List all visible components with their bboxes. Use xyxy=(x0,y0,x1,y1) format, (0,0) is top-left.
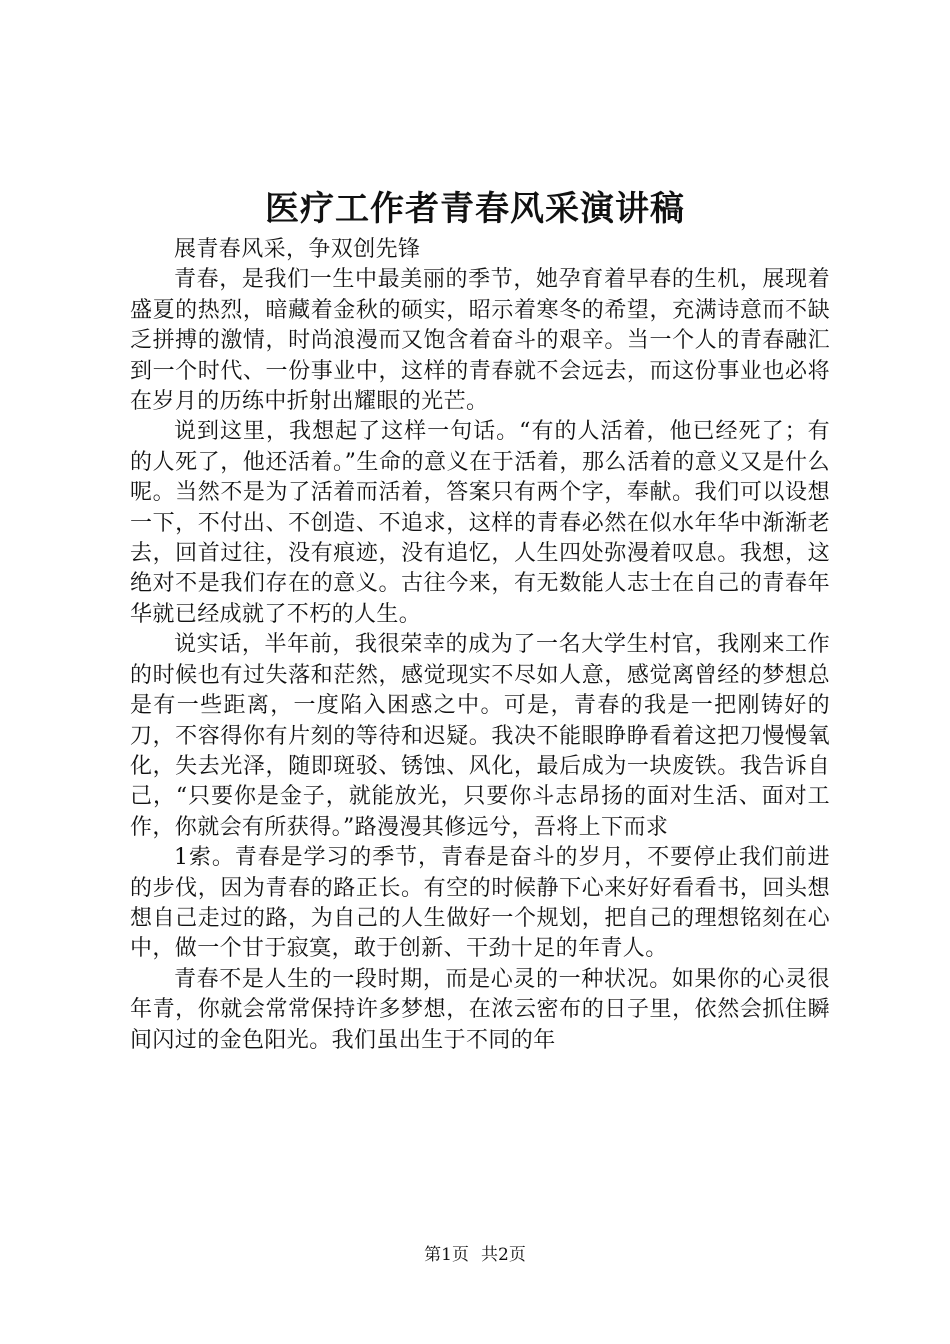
subtitle-paragraph: 展青春风采，争双创先锋 xyxy=(174,237,421,262)
page-footer xyxy=(0,1243,950,1267)
document-body xyxy=(130,235,830,1056)
body-paragraph: 说到这里，我想起了这样一句话。“有的人活着，他已经死了；有的人死了，他还活着。”生命的意义在于活着，那么活着的意义又是什么呢。当然不是为了活着而活着，答案只有两个字，奉献。我们可以设想一下，不付出、不创造、不追求，这样的青春必然在似水年华中渐渐老去，回首过往，没有痕迹，没有追忆，人生四处弥漫着叹息。我想，这绝对不是我们存在的意义。古往今来，有无数能人志士在自己的青春年华就已经成就了不朽的人生。 xyxy=(130,419,830,627)
page-number-total: 共2页 xyxy=(481,1245,526,1265)
body-paragraph: 青春，是我们一生中最美丽的季节，她孕育着早春的生机，展现着盛夏的热烈，暗藏着金秋的硕实，昭示着寒冬的希望，充满诗意而不缺乏拼搏的激情，时尚浪漫而又饱含着奋斗的艰辛。当一个人的青春融汇到一个时代、一份事业中，这样的青春就不会远去，而这份事业也必将在岁月的历练中折射出耀眼的光芒。 xyxy=(130,267,830,415)
page-number-current: 第1页 xyxy=(424,1245,469,1265)
document-title: 医疗工作者青春风采演讲稿 xyxy=(265,189,685,229)
body-paragraph: 青春不是人生的一段时期，而是心灵的一种状况。如果你的心灵很年青，你就会常常保持许多梦想，在浓云密布的日子里，依然会抓住瞬间闪过的金色阳光。我们虽出生于不同的年 xyxy=(130,966,830,1053)
body-paragraph: 1索。青春是学习的季节，青春是奋斗的岁月，不要停止我们前进的步伐，因为青春的路正长。有空的时候静下心来好好看看书，回头想想自己走过的路，为自己的人生做好一个规划，把自己的理想铭刻在心中，做一个甘于寂寞，敢于创新、干劲十足的年青人。 xyxy=(130,845,830,962)
body-paragraph: 说实话，半年前，我很荣幸的成为了一名大学生村官，我刚来工作的时候也有过失落和茫然，感觉现实不尽如人意，感觉离曾经的梦想总是有一些距离，一度陷入困惑之中。可是，青春的我是一把刚铸好的刀，不容得你有片刻的等待和迟疑。我决不能眼睁睁看着这把刀慢慢氧化，失去光泽，随即斑驳、锈蚀、风化，最后成为一块废铁。我告诉自己，“只要你是金子，就能放光，只要你斗志昂扬的面对生活、面对工作，你就会有所获得。”路漫漫其修远兮，吾将上下而求 xyxy=(130,632,830,840)
